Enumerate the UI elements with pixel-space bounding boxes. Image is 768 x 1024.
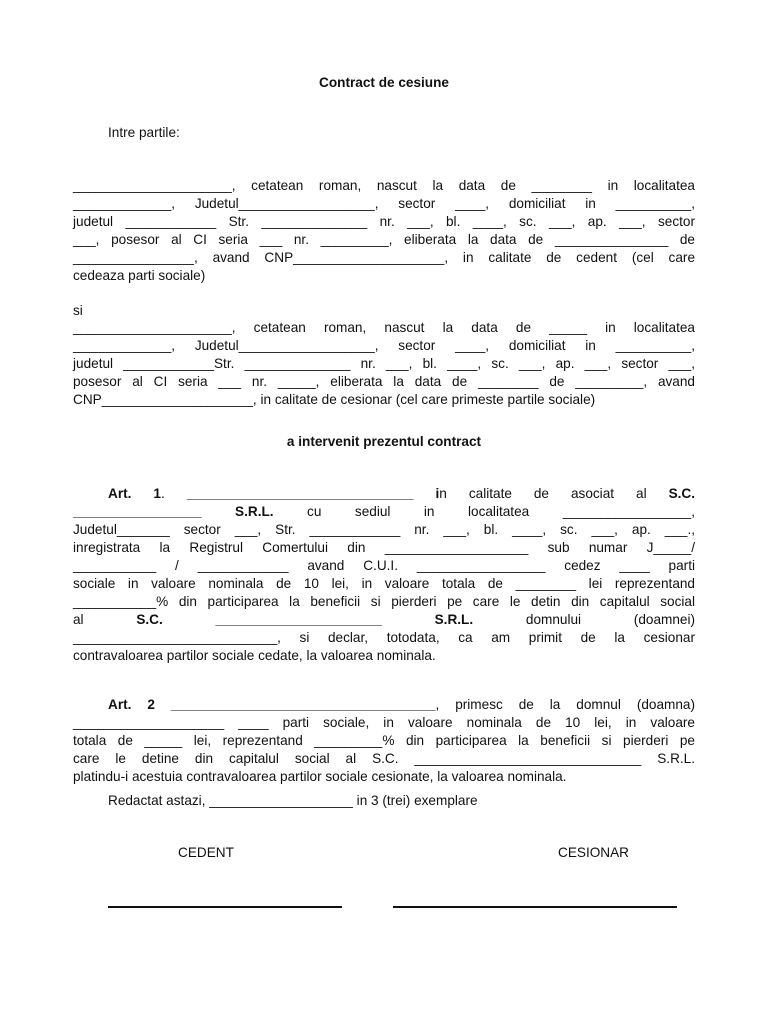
art1-line: ___________ / ____________ avand C.U.I. _________________ cedez ____ parti bbox=[73, 558, 695, 573]
party1-paragraph bbox=[73, 177, 695, 285]
art2-line: care le detine din capitalul social al S.C. ______________________________ S.R.L. bbox=[73, 751, 695, 766]
intro-text: Intre partile: bbox=[108, 125, 180, 140]
art1-line: inregistrata la Registrul Comertului din ___________________ sub numar J_____/ bbox=[73, 540, 695, 555]
section-subtitle: a intervenit prezentul contract bbox=[286, 434, 482, 449]
party2-line: CNP____________________, in calitate de cesionar (cel care primeste partile sociale) bbox=[73, 392, 596, 407]
art1-line: contravaloarea partilor sociale cedate, la valoarea nominala. bbox=[73, 648, 436, 663]
art2-line: totala de _____ lei, reprezentand _________% din participarea la beneficii si pierderi pe bbox=[73, 733, 695, 748]
si-conjunction: si bbox=[73, 303, 83, 318]
article-1 bbox=[73, 485, 695, 665]
art1-line: al S.C. ______________________ S.R.L. domnului (doamnei) bbox=[73, 612, 696, 627]
art2-name-blank: ___________________________________ bbox=[170, 697, 436, 712]
party2-line: _____________, Judetul__________________, sector ____, domiciliat in __________, bbox=[73, 338, 695, 353]
cesionar-label: CESIONAR bbox=[558, 845, 630, 860]
cesionar-signature-line bbox=[393, 906, 677, 908]
art1-line: sociale in valoare nominala de 10 lei, in valoare totala de ________ lei reprezentand bbox=[73, 576, 695, 591]
art1-line: Art. 1. ______________________________ in calitate de asociat al S.C. bbox=[108, 486, 696, 501]
article-2 bbox=[73, 696, 695, 786]
art1-line: ___________% din participarea la beneficii si pierderi pe care le detin din capitalul social bbox=[73, 594, 695, 609]
art2-line: platindu-i acestuia contravaloarea partilor sociale cesionate, la valoarea nominala. bbox=[73, 769, 567, 784]
art1-label: Art. 1 bbox=[108, 486, 161, 501]
party1-line: _____________, Judetul__________________, sector ____, domiciliat in __________, bbox=[73, 196, 695, 211]
art2-line: Art. 2 ___________________________________, primesc de la domnul (doamna) bbox=[108, 697, 696, 712]
cedent-signature-line bbox=[108, 906, 342, 908]
art1-name-blank: ______________________________ bbox=[186, 486, 414, 501]
art1-line: _________________ S.R.L. cu sediul in localitatea _________________, bbox=[73, 504, 695, 519]
party1-line: _____________________, cetatean roman, nascut la data de ________ in localitatea bbox=[73, 178, 695, 193]
art2-label: Art. 2 bbox=[108, 697, 155, 712]
party1-line: ________________, avand CNP____________________, in calitate de cedent (cel care bbox=[73, 250, 695, 265]
art2-line: ____________________ ____ parti sociale, in valoare nominala de 10 lei, in valoare bbox=[73, 715, 695, 730]
party2-line: _____________________, cetatean roman, nascut la data de _____ in localitatea bbox=[73, 320, 695, 335]
party1-line: cedeaza parti sociale) bbox=[73, 268, 206, 283]
cedent-label: CEDENT bbox=[178, 845, 234, 860]
party2-line: posesor al CI seria ___ nr. _____, eliberata la data de ________ de _________, avand bbox=[73, 374, 695, 389]
art1-line: ___________________________, si declar, totodata, ca am primit de la cesionar bbox=[73, 630, 695, 645]
redactat-line: Redactat astazi, ___________________ in 3 (trei) exemplare bbox=[108, 793, 478, 808]
document-title: Contract de cesiune bbox=[319, 75, 449, 90]
party1-line: judetul ____________ Str. ______________ nr. ___, bl. ____, sc. ___, ap. ___, sector bbox=[73, 214, 695, 229]
art1-line: Judetul_______ sector ___, Str. ____________ nr. ___, bl. ____, sc. ___, ap. ___., bbox=[73, 522, 695, 537]
party1-line: ___, posesor al CI seria ___ nr. _________, eliberata la data de _______________ de bbox=[73, 232, 695, 247]
party2-line: judetul ____________Str. ______________ nr. ___, bl. ____, sc. ___, ap. ___, sector ___, bbox=[73, 356, 695, 371]
party2-paragraph bbox=[73, 319, 695, 409]
